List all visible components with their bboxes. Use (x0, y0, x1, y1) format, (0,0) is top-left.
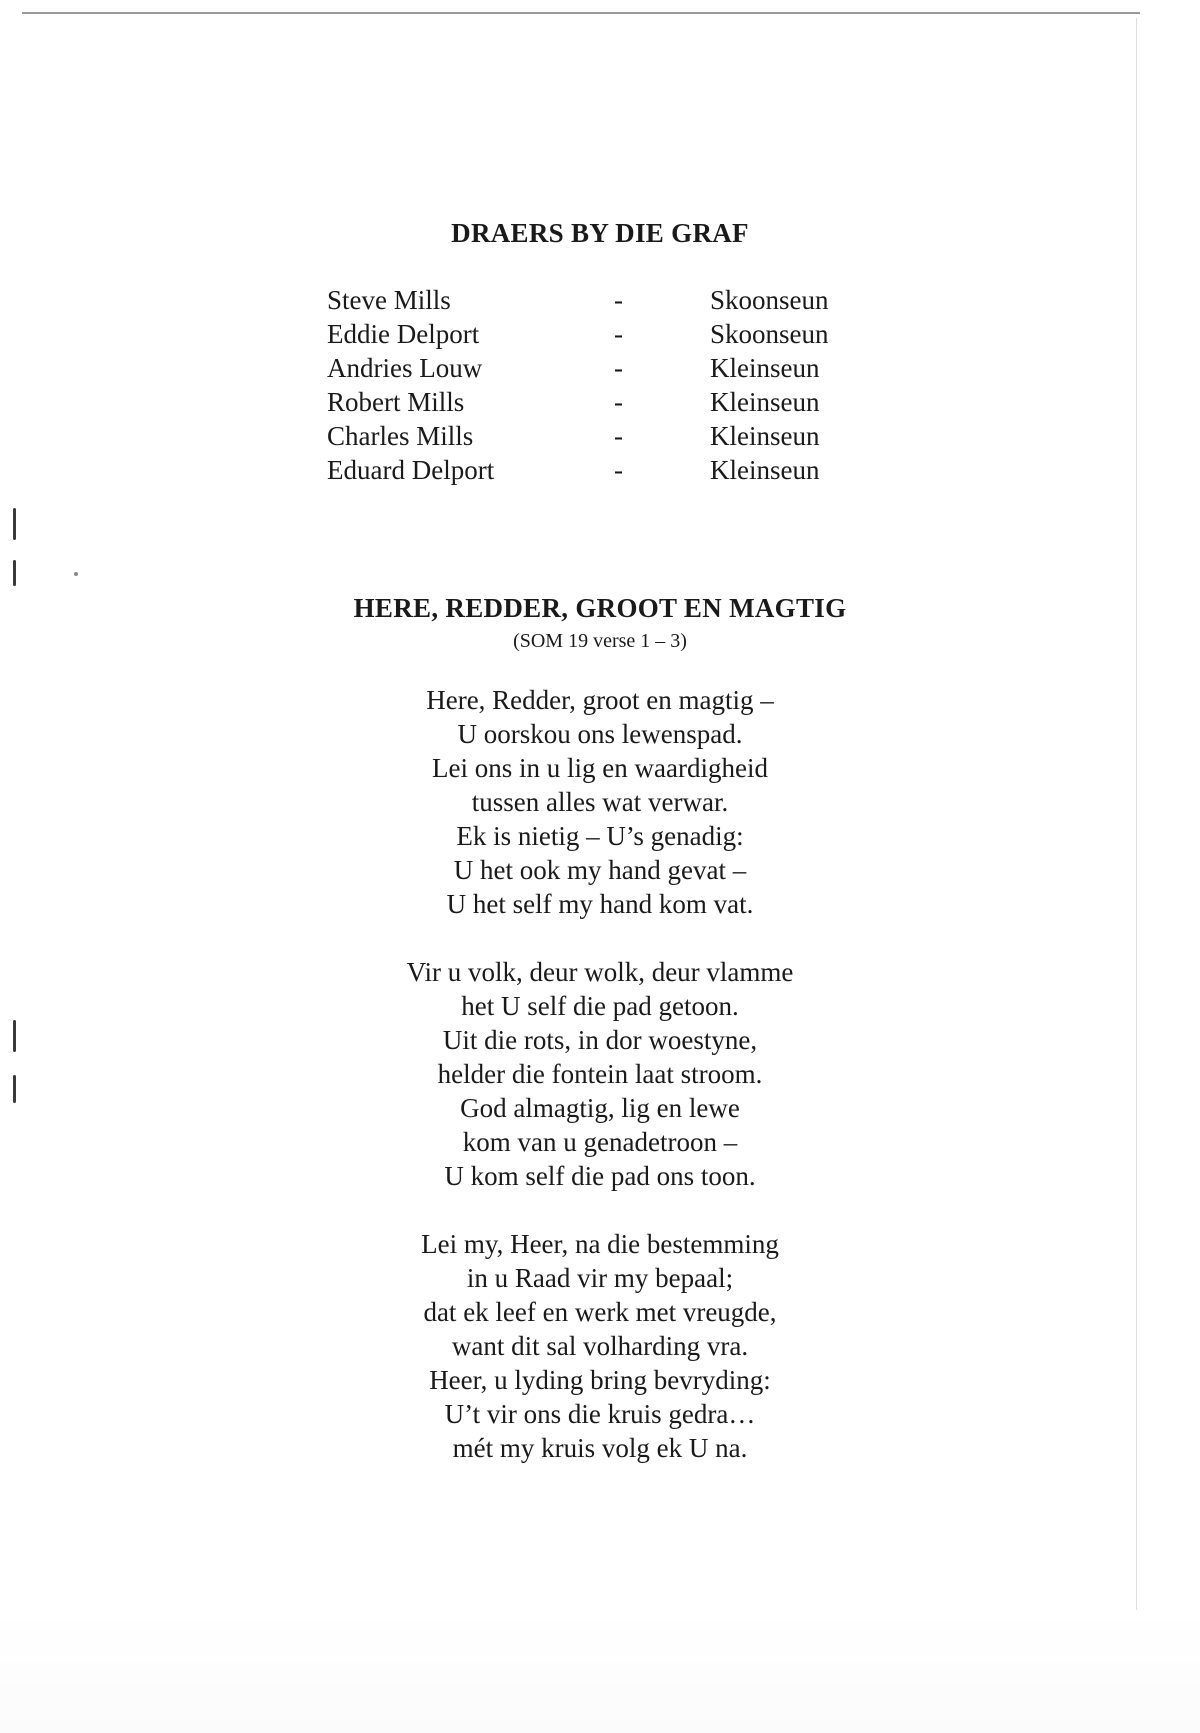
bearer-relation: Kleinseun (710, 421, 820, 451)
bearer-row (327, 385, 887, 419)
bearers-list (327, 283, 887, 487)
bearer-dash: - (614, 387, 623, 417)
hymn-verse-2 (0, 955, 1200, 1193)
verse-line: U oorskou ons lewenspad. (457, 719, 743, 749)
verse-line: U kom self die pad ons toon. (444, 1161, 756, 1191)
bearer-name: Charles Mills (327, 421, 474, 451)
verse-line: U’t vir ons die kruis gedra… (444, 1399, 756, 1429)
verse-line: Heer, u lyding bring bevryding: (429, 1365, 771, 1395)
bearer-row (327, 317, 887, 351)
verse-line: Ek is nietig – U’s genadig: (456, 821, 744, 851)
binding-mark-icon (13, 560, 16, 586)
verse-line: het U self die pad getoon. (461, 991, 739, 1021)
bearer-relation: Skoonseun (710, 319, 829, 349)
bearer-dash: - (614, 421, 623, 451)
bearer-row (327, 351, 887, 385)
verse-line: want dit sal volharding vra. (451, 1331, 749, 1361)
bearers-heading: DRAERS BY DIE GRAF (451, 218, 749, 248)
bearer-dash: - (614, 319, 623, 349)
bearer-dash: - (614, 353, 623, 383)
verse-line: mét my kruis volg ek U na. (452, 1433, 748, 1463)
binding-mark-icon (13, 508, 16, 540)
hymn-lyrics (0, 683, 1200, 1499)
bearer-relation: Skoonseun (710, 285, 829, 315)
bearer-row (327, 283, 887, 317)
bearer-name: Eduard Delport (327, 455, 495, 485)
verse-line: Vir u volk, deur wolk, deur vlamme (406, 957, 794, 987)
speck-mark (74, 572, 78, 576)
verse-line: dat ek leef en werk met vreugde, (423, 1297, 777, 1327)
bearer-name: Steve Mills (327, 285, 451, 315)
verse-line: Lei ons in u lig en waardigheid (432, 753, 768, 783)
bearer-relation: Kleinseun (710, 387, 820, 417)
hymn-verse-3 (0, 1227, 1200, 1465)
bearer-row (327, 419, 887, 453)
bearer-name: Robert Mills (327, 387, 465, 417)
verse-line: U het self my hand kom vat. (446, 889, 754, 919)
bearer-name: Andries Louw (327, 353, 483, 383)
verse-line: tussen alles wat verwar. (471, 787, 729, 817)
verse-line: Uit die rots, in dor woestyne, (442, 1025, 758, 1055)
bearer-dash: - (614, 455, 623, 485)
page-bottom-margin (0, 1610, 1200, 1733)
verse-line: kom van u genadetroon – (462, 1127, 738, 1157)
verse-line: God almagtig, lig en lewe (460, 1093, 740, 1123)
hymn-title: HERE, REDDER, GROOT EN MAGTIG (353, 593, 847, 623)
bearer-dash: - (614, 285, 623, 315)
bearer-relation: Kleinseun (710, 353, 820, 383)
hymn-verse-1 (0, 683, 1200, 921)
verse-line: U het ook my hand gevat – (453, 855, 747, 885)
verse-line: Lei my, Heer, na die bestemming (421, 1229, 779, 1259)
verse-line: in u Raad vir my bepaal; (466, 1263, 734, 1293)
bearer-name: Eddie Delport (327, 319, 480, 349)
verse-line: Here, Redder, groot en magtig – (426, 685, 774, 715)
bearer-row (327, 453, 887, 487)
page-top-edge (22, 12, 1140, 14)
bearer-relation: Kleinseun (710, 455, 820, 485)
hymn-reference: (SOM 19 verse 1 – 3) (513, 630, 687, 652)
verse-line: helder die fontein laat stroom. (437, 1059, 763, 1089)
